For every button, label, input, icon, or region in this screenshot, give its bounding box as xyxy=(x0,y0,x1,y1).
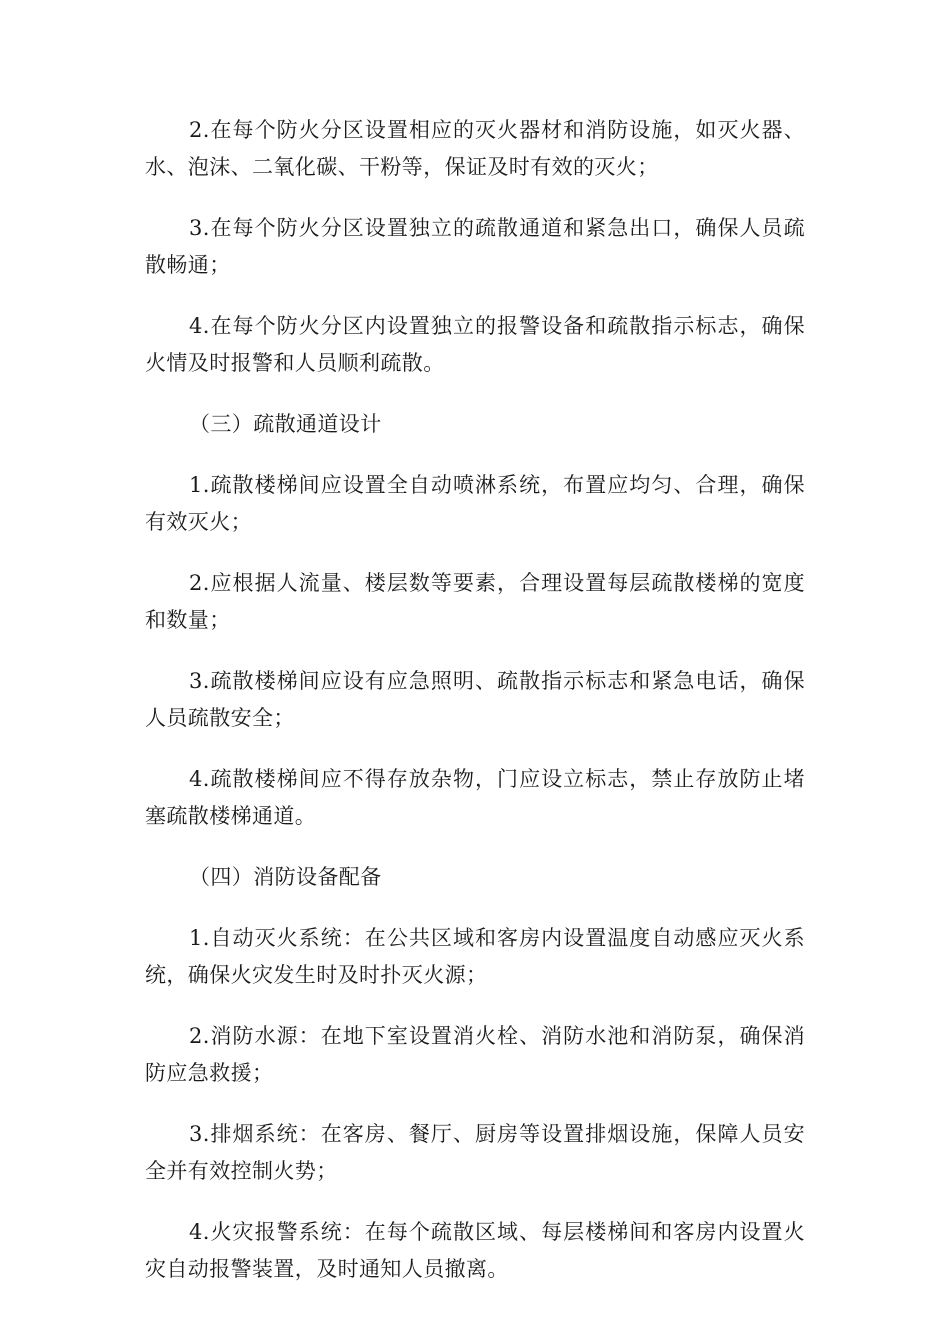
document-body xyxy=(145,112,805,1312)
paragraph-stair-emergency-lighting: 3.疏散楼梯间应设有应急照明、疏散指示标志和紧急电话，确保人员疏散安全； xyxy=(145,669,805,730)
paragraph-fire-zone-alarm: 4.在每个防火分区内设置独立的报警设备和疏散指示标志，确保火情及时报警和人员顺利疏散。 xyxy=(145,314,805,375)
paragraph-stair-no-obstruction: 4.疏散楼梯间应不得存放杂物，门应设立标志，禁止存放防止堵塞疏散楼梯通道。 xyxy=(145,767,805,828)
paragraph-smoke-exhaust: 3.排烟系统：在客房、餐厅、厨房等设置排烟设施，保障人员安全并有效控制火势； xyxy=(145,1122,805,1183)
paragraph-stair-width: 2.应根据人流量、楼层数等要素，合理设置每层疏散楼梯的宽度和数量； xyxy=(145,571,805,632)
paragraph-fire-zone-extinguishing: 2.在每个防火分区设置相应的灭火器材和消防设施，如灭火器、水、泡沫、二氧化碳、干粉等，保证及时有效的灭火； xyxy=(145,118,805,179)
paragraph-fire-zone-evacuation-exits: 3.在每个防火分区设置独立的疏散通道和紧急出口，确保人员疏散畅通； xyxy=(145,216,805,277)
paragraph-stair-sprinkler: 1.疏散楼梯间应设置全自动喷淋系统，布置应均匀、合理，确保有效灭火； xyxy=(145,473,805,534)
section-heading-fire-equipment: （四）消防设备配备 xyxy=(189,865,382,889)
paragraph-fire-water-source: 2.消防水源：在地下室设置消火栓、消防水池和消防泵，确保消防应急救援； xyxy=(145,1024,805,1085)
paragraph-fire-alarm-system: 4.火灾报警系统：在每个疏散区域、每层楼梯间和客房内设置火灾自动报警装置，及时通知人员撤离。 xyxy=(145,1220,805,1281)
section-heading-evacuation-design: （三）疏散通道设计 xyxy=(189,412,382,436)
paragraph-auto-extinguishing: 1.自动灭火系统：在公共区域和客房内设置温度自动感应灭火系统，确保火灾发生时及时扑灭火源； xyxy=(145,926,805,987)
